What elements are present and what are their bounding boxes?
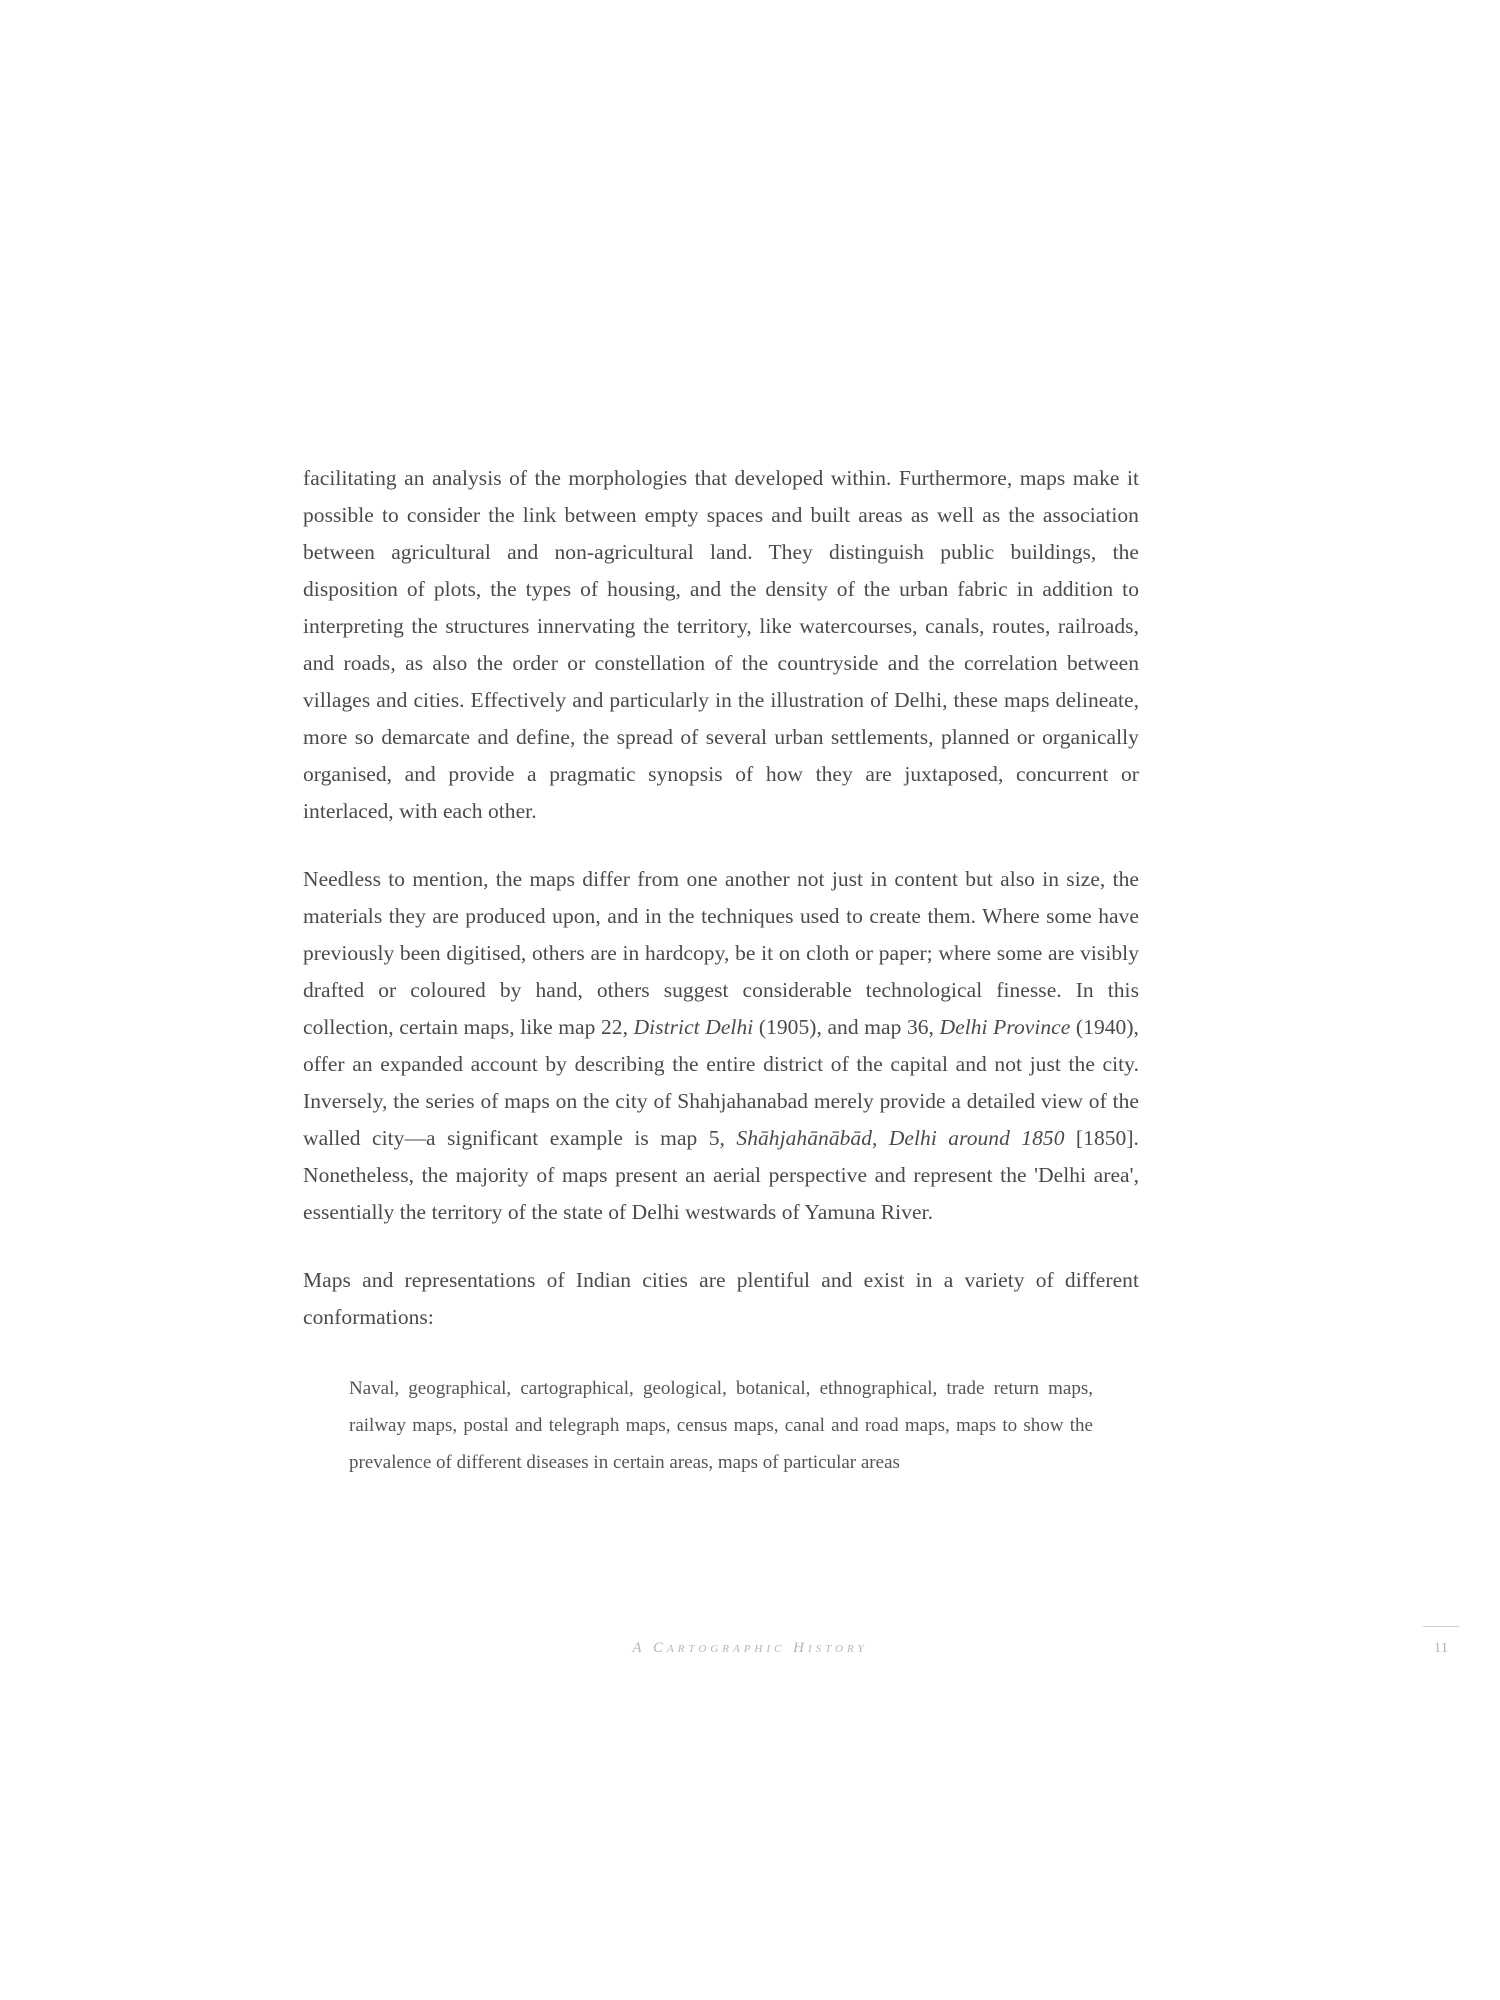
map-title-district-delhi: District Delhi [633, 1015, 754, 1039]
page-number: 11 [1433, 1640, 1449, 1656]
footer-rule [1423, 1626, 1459, 1627]
block-quote: Naval, geographical, cartographical, geological, botanical, ethnographical, trade return maps, railway maps, postal and telegraph maps, census maps, canal and road maps, maps to show the prevalence of different diseases in certain areas, maps of particular areas [349, 1378, 1093, 1473]
running-footer-title: A Cartographic History [632, 1640, 868, 1656]
paragraph-2 [303, 861, 1139, 1231]
paragraph-3: Maps and representations of Indian cities are plentiful and exist in a variety of different conformations: [303, 1268, 1139, 1329]
paragraph-2-text-1: Needless to mention, the maps differ from one another not just in content but also in size, the materials they are produced upon, and in the techniques used to create them. Where some have previously been digitised, others are in hardcopy, be it on cloth or paper; where some are visibly drafted or coloured by hand, others suggest considerable technological finesse. In this collection, certain maps, like map 22, [303, 867, 1139, 1039]
paragraph-2-text-4: [1850]. Nonetheless, the majority of maps present an aerial perspective and represent the 'Delhi area', essentially the territory of the state of Delhi westwards of Yamuna River. [303, 1126, 1139, 1224]
map-title-delhi-province: Delhi Province [939, 1015, 1071, 1039]
map-title-shahjahanabad: Shāhjahānābād, Delhi around 1850 [736, 1126, 1065, 1150]
paragraph-2-text-2: (1905), and map 36, [753, 1015, 940, 1039]
paragraph-2-text-3: (1940), offer an expanded account by describing the entire district of the capital and not just the city. Inversely, the series of maps on the city of Shahjahanabad merely provide a detailed view of the walled city—a significant example is map 5, [303, 1015, 1139, 1150]
paragraph-1: facilitating an analysis of the morphologies that developed within. Furthermore, maps make it possible to consider the link between empty spaces and built areas as well as the association between agricultural and non-agricultural land. They distinguish public buildings, the disposition of plots, the types of housing, and the density of the urban fabric in addition to interpreting the structures innervating the territory, like watercourses, canals, routes, railroads, and roads, as also the order or constellation of the countryside and the correlation between villages and cities. Effectively and particularly in the illustration of Delhi, these maps delineate, more so demarcate and define, the spread of several urban settlements, planned or organically organised, and provide a pragmatic synopsis of how they are juxtaposed, concurrent or interlaced, with each other. [303, 466, 1139, 823]
body-text [303, 460, 1139, 1481]
